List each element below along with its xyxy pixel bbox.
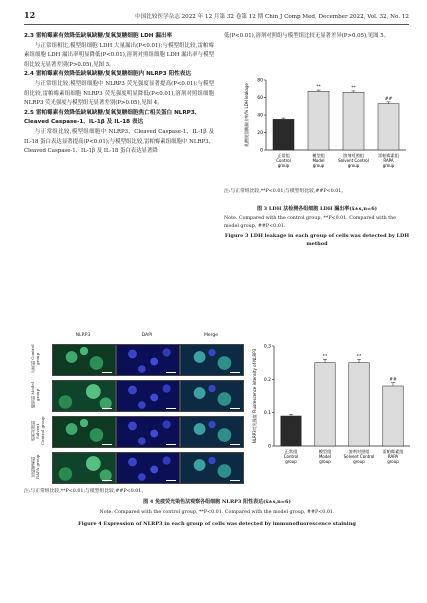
category-label: 雷帕霉素组	[378, 153, 399, 158]
y-tick-label: 80	[257, 78, 263, 84]
significance-label: **	[356, 354, 362, 360]
bar	[273, 119, 294, 150]
y-tick-label: 60	[257, 96, 263, 101]
image-model-nlrp3	[52, 380, 116, 412]
category-label: 溶剂对照组	[343, 153, 364, 158]
category-label: Control	[276, 158, 291, 163]
y-tick-label: 0.3	[263, 344, 271, 350]
image-model-merge	[180, 380, 244, 412]
row-label-solvent: 溶剂对照组 Solvent Control group	[30, 416, 45, 446]
y-tick-label: 0	[260, 148, 263, 154]
category-label: group	[277, 163, 290, 168]
category-label: RAPA	[387, 454, 399, 459]
page-number: 12	[24, 10, 36, 20]
bar	[378, 104, 399, 150]
bar	[383, 386, 403, 446]
category-label: group	[382, 163, 395, 168]
category-label: group	[319, 459, 331, 464]
row-label-rapa: 雷帕霉素组 RAPA group	[30, 454, 40, 480]
category-label: group	[347, 163, 360, 168]
section-2-3-title: 2.3 雷帕霉素有效降低缺氧缺糖/复氧复糖细胞 LDH 漏出率	[24, 33, 173, 39]
category-label: 溶剂对照组	[348, 449, 370, 454]
fig4-caption-cn: 图 4 免疫荧光染色法观察各组细胞 NLRP3 阳性表达(x̄±s,n=6)	[143, 499, 291, 505]
category-label: group	[353, 459, 365, 464]
category-label: Solvent Control	[343, 454, 375, 459]
category-label: group	[387, 459, 399, 464]
bar	[349, 363, 369, 446]
section-2-3-body: 与正常组相比,模型组细胞 LDH 大量漏出(P<0.01);与模型组比较,雷帕霉素组细胞 LDH 漏出率明显降低(P<0.01),溶剂对照组细胞 LDH 漏出率与模型组比较无显著差别(P>0.05),见图 3。	[24, 42, 214, 68]
significance-label: **	[322, 354, 328, 360]
category-label: 正常组	[284, 449, 298, 454]
significance-label: **	[316, 85, 321, 91]
journal-line: 中国比较医学杂志 2022 年 12 月第 32 卷第 12 期 Chin J Comp Med, December 2022, Vol. 32, No. 12	[135, 14, 409, 20]
col-header-dapi: DAPI	[141, 333, 153, 338]
bar	[281, 416, 301, 446]
category-label: Model	[312, 158, 325, 163]
image-rapa-nlrp3	[52, 452, 116, 484]
image-solvent-nlrp3	[52, 416, 116, 448]
header-rule	[24, 24, 409, 25]
row-label-control: 正常组 Control group	[30, 344, 40, 374]
section-2-4-title: 2.4 雷帕霉素有效降低缺氧缺糖/复氧复糖细胞内 NLRP3 阳性表达	[24, 71, 191, 78]
image-solvent-merge	[180, 416, 244, 448]
fig3-note-cn: 注:与正常组比较,**P<0.01;与模型组比较,##P<0.01。	[224, 189, 347, 194]
bar	[308, 91, 329, 150]
image-model-dapi	[116, 380, 180, 412]
bar	[343, 92, 364, 150]
col-header-nlrp3: NLRP3	[75, 333, 91, 338]
category-label: group	[312, 163, 325, 168]
y-tick-label: 20	[257, 131, 263, 136]
fluorescence-grid	[28, 333, 240, 484]
significance-label: ##	[384, 96, 393, 102]
y-tick-label: 40	[257, 113, 263, 119]
fig4-note-en: Note. Compared with the control group, **P<0.01. Compared with the model group, ##P<0.01.	[99, 510, 335, 515]
category-label: group	[285, 459, 297, 464]
category-label: Control	[283, 454, 299, 459]
row-label-model: 模型组 Model group	[30, 382, 40, 408]
section-2-4-body: 与正常组比较,模型组细胞中 NLRP3 荧光强度显著提高(P<0.01);与模型组比较,雷帕霉素组细胞 NLRP3 荧光强度明显降低(P<0.01),溶剂对照组细胞 NLRP3 荧光强度与模型组无显著差别(P>0.05),见图 4。	[24, 80, 214, 107]
fig4-caption-en: Figure 4 Expression of NLRP3 in each group of cells was detected by immunofluorescence staining	[78, 521, 356, 527]
image-control-dapi	[116, 344, 180, 376]
category-label: 模型组	[312, 153, 325, 158]
y-axis-label: NLRP3荧光强度 Fluorescence intensity of NLRP3	[252, 348, 257, 444]
category-label: 模型组	[318, 449, 332, 454]
right-column	[224, 32, 410, 42]
fig3-caption-en: Figure 3 LDH leakage in each group of cells was detected by LDH method	[224, 233, 410, 247]
category-label: 雷帕霉素组	[382, 449, 404, 454]
col-header-merge: Merge	[203, 333, 219, 338]
significance-label: **	[351, 85, 356, 91]
category-label: Model	[318, 454, 332, 459]
continuation-text: 低(P<0.01),溶剂对照组与模型组比较无显著差异(P>0.05),见图 5。	[224, 33, 390, 39]
fig3-caption-cn: 图 3 LDH 法检测各组细胞 LDH 漏出率(x̄±s,n=6)	[256, 206, 378, 212]
y-axis-label: 乳酸脱氢酶漏出率/% LDH leakage	[244, 83, 249, 147]
section-2-5-body: 与正常组比较,模型组细胞中 NLRP3、Cleaved Caspase-1、IL-1β 及 IL-18 蛋白表达显著提高(P<0.01);与模型组比较,雷帕霉素组细胞中 NLRP3、Cleaved Caspase-1、IL-1β 及 IL-18 蛋白表达显著降	[24, 128, 214, 155]
y-tick-label: 0	[268, 444, 271, 450]
image-rapa-merge	[180, 452, 244, 484]
fig4-note-cn: 注:与正常组比较,**P<0.01;与模型组比较,##P<0.01。	[24, 489, 147, 494]
left-column	[24, 32, 214, 157]
page-header	[24, 10, 409, 24]
image-rapa-dapi	[116, 452, 180, 484]
category-label: RAPA	[383, 158, 394, 163]
nlrp3-fluorescence-chart	[248, 338, 414, 486]
y-tick-label: 0.2	[263, 377, 271, 383]
image-control-nlrp3	[52, 344, 116, 376]
y-tick-label: 0.1	[263, 411, 271, 417]
category-label: Solvent Control	[338, 158, 369, 163]
ldh-chart	[238, 72, 410, 184]
category-label: 正常组	[277, 153, 290, 158]
bar	[315, 363, 335, 446]
image-solvent-dapi	[116, 416, 180, 448]
image-control-merge	[180, 344, 244, 376]
significance-label: ##	[389, 377, 397, 383]
section-2-5-title: 2.5 雷帕霉素有效降低缺氧缺糖/复氧复糖细胞焦亡相关蛋白 NLRP3、Cleaved Caspase-1、IL-1β 及 IL-18 表达	[24, 109, 201, 126]
fig3-note-en: Note. Compared with the control group, **P<0.01. Compared with the model group, ##P<0.01.	[224, 216, 397, 229]
